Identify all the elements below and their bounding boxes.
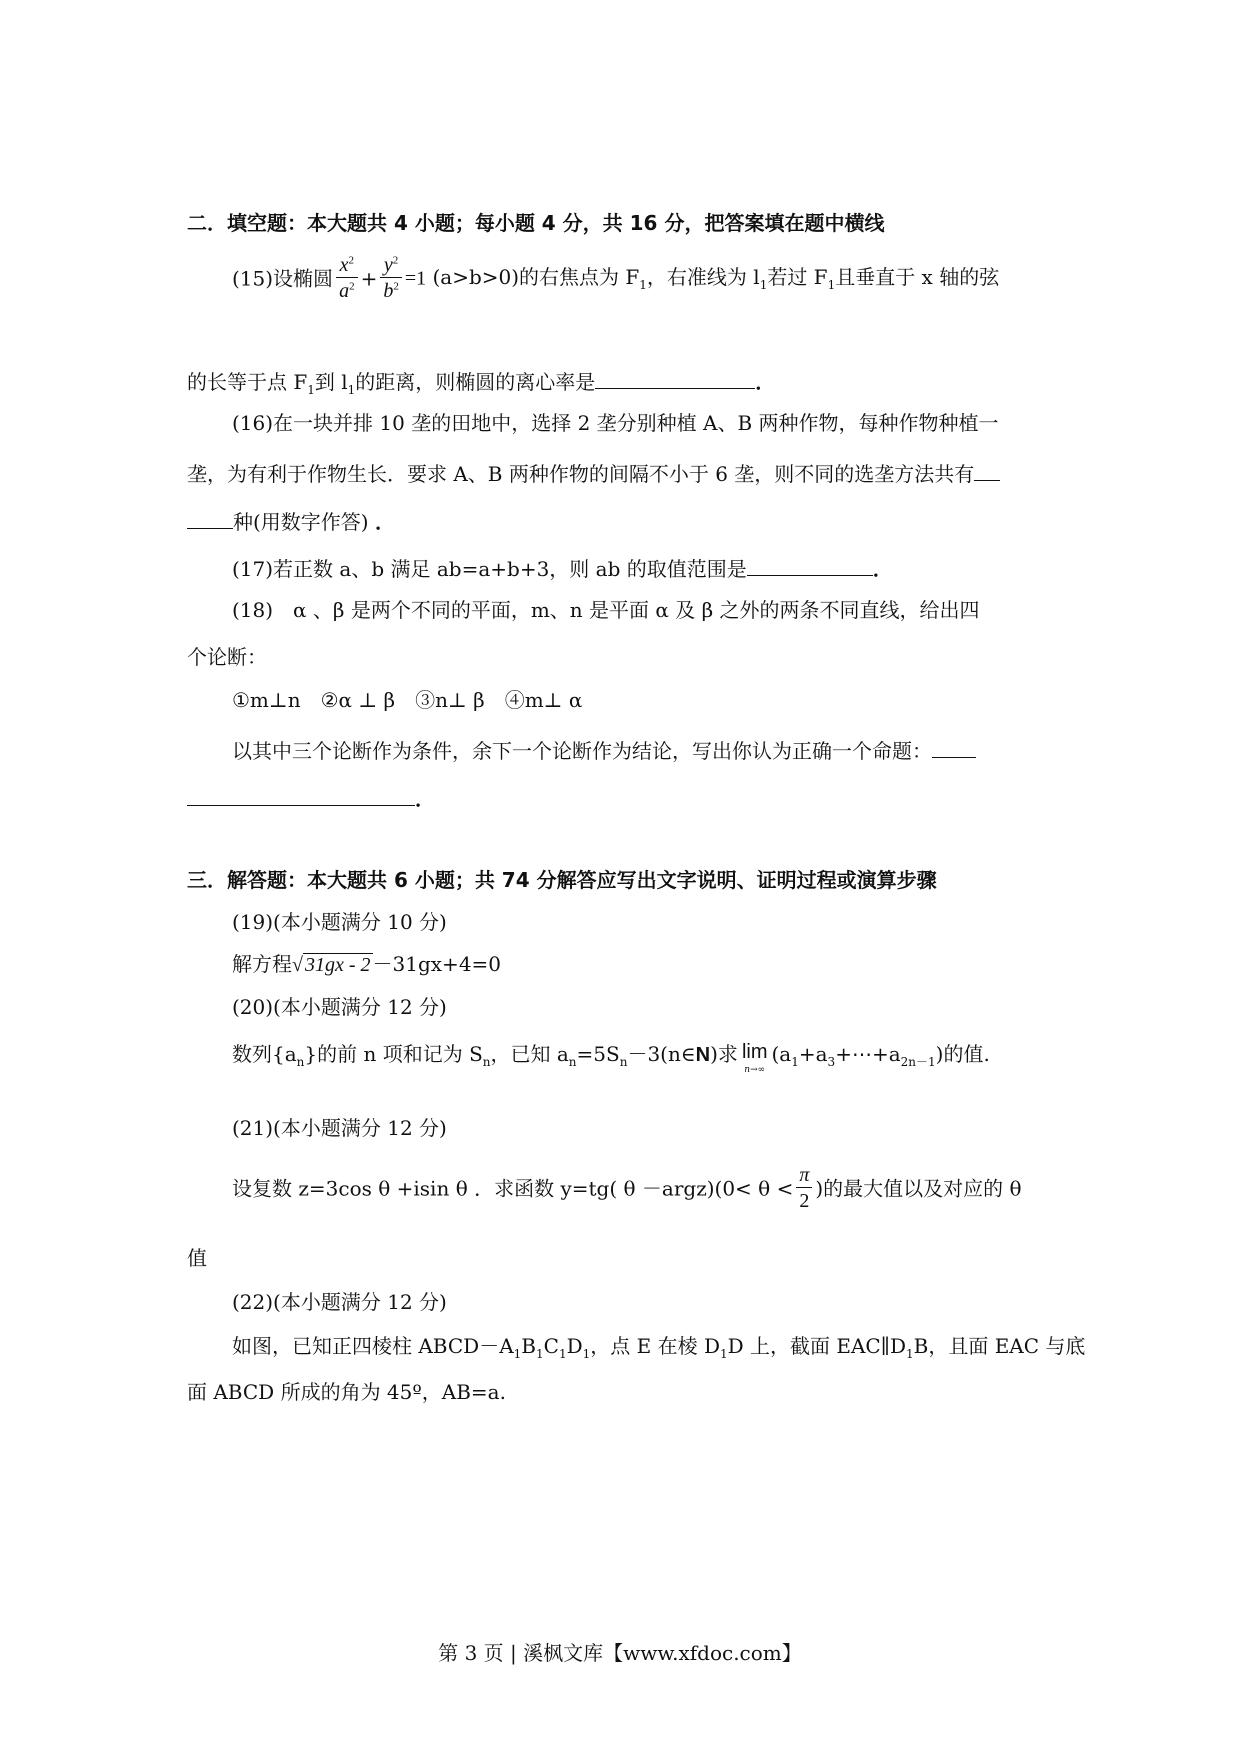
q15-prefix: (15)设椭圆 xyxy=(232,266,334,291)
q18-answer-blank-a[interactable] xyxy=(932,736,976,758)
q16-line3: 种(用数字作答) ． xyxy=(187,507,395,534)
q21-line2: 值 xyxy=(187,1246,207,1270)
q21-body: 设复数 z=3cos θ +isin θ ．求函数 y=tg( θ －argz)(0< θ < $\frac{\pi}{2}$ )的最大值以及对应的 θ xyxy=(232,1164,1022,1212)
q18-line2: 个论断： xyxy=(187,645,267,669)
q16-line1: (16)在一块并排 10 垄的田地中，选择 2 垄分别种植 A、B 两种作物，每种作物种植一 xyxy=(232,411,999,435)
q18-answer-blank-b[interactable] xyxy=(187,784,415,806)
q20-title: (20)(本小题满分 12 分) xyxy=(232,995,447,1019)
q15-answer-blank[interactable] xyxy=(595,367,755,389)
q16-answer-blank-b[interactable] xyxy=(187,507,233,529)
q21-frac-pi: $\frac{\pi}{2}$ xyxy=(796,1163,812,1214)
q19-sqrt: √ 31gx - 2 xyxy=(292,954,371,976)
q18-line4: 以其中三个论断作为条件，余下一个论断作为结论，写出你认为正确一个命题： xyxy=(232,736,976,763)
q17-answer-blank[interactable] xyxy=(747,554,873,576)
q19-equation: 解方程√ 31gx - 2 －31gx+4=0 xyxy=(232,952,502,976)
q16-answer-blank-a[interactable] xyxy=(974,459,1000,481)
q19-title: (19)(本小题满分 10 分) xyxy=(232,910,447,934)
page-footer: 第 3 页 | 溪枫文库【www.xfdoc.com】 xyxy=(438,1641,802,1665)
q18-items: ①m⊥n ②α ⊥ β ③n⊥ β ④m⊥ α xyxy=(232,688,583,712)
q20-limit: lim n→∞ xyxy=(741,1041,768,1075)
q18-line5: ． xyxy=(187,784,435,811)
q17-line: (17)若正数 a、b 满足 ab=a+b+3，则 ab 的取值范围是 ． xyxy=(232,554,893,581)
q22-line1: 如图，已知正四棱柱 $ABCD-A_1B_1C_1D_1$，点 E 在棱 $D_1D$ 上，截面 $EAC\parallel D_1B$，且面 EAC 与底 xyxy=(232,1334,1086,1361)
q15-line1: (15)设椭圆 $\frac{x^2}{a^2}$ + $\frac{y^2}{b^2}$ =1 (a>b>0)的右焦点为 $F_1$，右准线为 $l_1$若过 $F_1$且垂直于 x 轴的弦 xyxy=(232,254,1000,302)
q22-title: (22)(本小题满分 12 分) xyxy=(232,1290,447,1314)
q15-frac-y: $\frac{y^2}{b^2}$ xyxy=(380,253,402,304)
q20-body: 数列$\{a_n\}$的前 n 项和记为 $S_n$，已知 $a_n=5S_n-3(n\in N)$求 lim n→∞ $(a_1+a_3+\cdots+a_{2n-1})$的值. xyxy=(232,1041,990,1075)
q15-frac-x: $\frac{x^2}{a^2}$ xyxy=(336,253,358,304)
section2-heading: 二．填空题：本大题共 4 小题；每小题 4 分，共 16 分，把答案填在题中横线 xyxy=(187,211,885,235)
section3-heading: 三．解答题：本大题共 6 小题；共 74 分解答应写出文字说明、证明过程或演算步骤 xyxy=(187,868,937,892)
q21-title: (21)(本小题满分 12 分) xyxy=(232,1116,447,1140)
q18-line1: (18) α 、β 是两个不同的平面，m、n 是平面 α 及 β 之外的两条不同直线，给出四 xyxy=(232,598,980,622)
q16-line2: 垄，为有利于作物生长．要求 A、B 两种作物的间隔不小于 6 垄，则不同的选垄方法共有 xyxy=(187,459,1000,486)
q22-line2: 面 ABCD 所成的角为 45º，AB=a. xyxy=(187,1380,506,1404)
q15-line2: 的长等于点 $F_1$到 $l_1$的距离，则椭圆的离心率是 ． xyxy=(187,367,775,397)
